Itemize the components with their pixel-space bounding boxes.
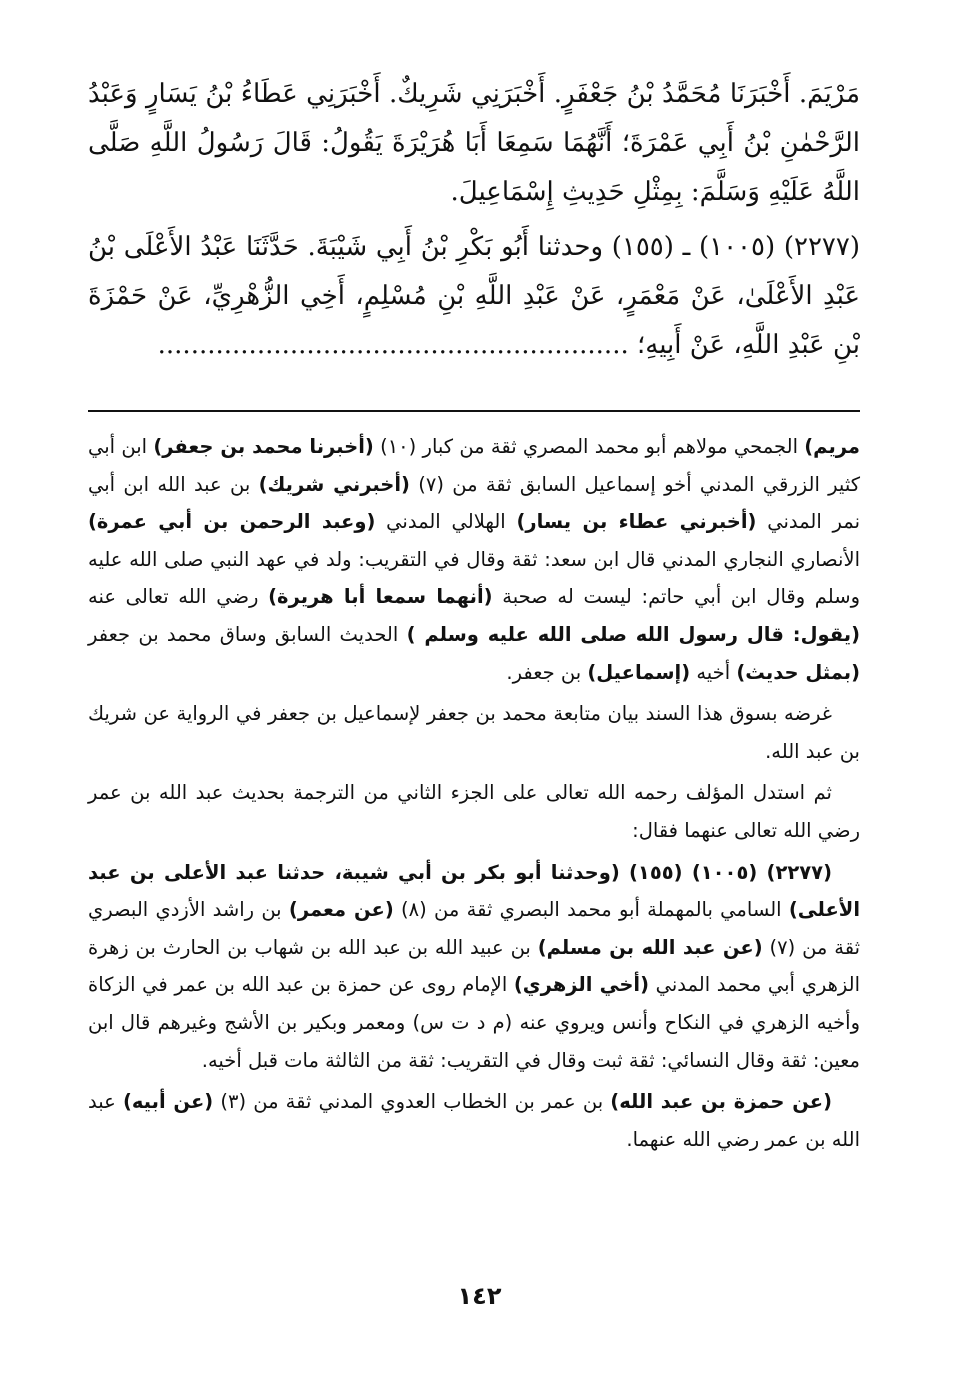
commentary-bold-run: (أنهما سمعا أبا هريرة) — [268, 585, 493, 609]
commentary-text-run: الإمام روى عن حمزة بن عبد الله بن عمر في الزكاة وأخيه الزهري في النكاح وأنس ويروي عنه (م د ت س) ومعمر وبكير بن الأشج وغيرهم قال ابن معين: ثقة وقال النسائي: ثقة ثبت وقال في التقريب: ثقة من الثالثة مات قبل أخيه. — [88, 973, 860, 1072]
commentary-bold-run: (يقول: قال رسول الله صلى الله عليه وسلم ) — [406, 622, 860, 646]
commentary-paragraph — [88, 854, 860, 1080]
commentary-text-run: أخيه — [690, 660, 737, 684]
commentary-text-run: بن راشد الأزدي البصري ثقة من (٧) — [88, 898, 860, 959]
commentary-text-run: غرضه بسوق هذا السند بيان متابعة محمد بن جعفر لإسماعيل بن جعفر في الرواية عن شريك بن عبد الله. — [88, 702, 860, 763]
commentary-paragraph — [88, 695, 860, 770]
commentary-paragraph — [88, 774, 860, 849]
footnote-separator — [88, 410, 860, 412]
commentary-bold-run: (٢٢٧٧) (١٠٠٥) (١٥٥) (وحدثنا أبو بكر بن أبي شيبة، حدثنا عبد الأعلى بن عبد الأعلى) — [88, 860, 861, 922]
commentary-bold-run: (أخبرني عطاء بن يسار) — [516, 510, 757, 534]
hadith-paragraph-1: مَرْيَمَ. أَخْبَرَنَا مُحَمَّدُ بْنُ جَعْفَرٍ. أَخْبَرَنِي شَرِيكٌ. أَخْبَرَنِي عَطَاءُ بْنُ يَسَارٍ وَعَبْدُ الرَّحْمٰنِ بْنُ أَبِي عَمْرَةَ؛ أَنَّهُمَا سَمِعَا أَبَا هُرَيْرَةَ يَقُولُ: قَالَ رَسُولُ اللَّهِ صَلَّى اللَّهُ عَلَيْهِ وَسَلَّمَ: بِمِثْلِ حَدِيثِ إِسْمَاعِيلَ. — [88, 79, 860, 207]
commentary-text-run: بن عبيد الله بن عبد الله بن شهاب بن الحارث بن زهرة الزهري أبي محمد المدني — [88, 935, 860, 997]
commentary-bold-run: (أخبرني شريك) — [258, 472, 410, 496]
commentary-text-run: عبد الله بن عمر رضي الله عنهما. — [88, 1090, 860, 1151]
commentary-text-run: الهلالي المدني — [375, 510, 517, 534]
continuation-dots: ......................................................... — [157, 330, 629, 360]
commentary-text-run: الأنصاري النجاري المدني قال ابن سعد: ثقة وقال في التقريب: ولد في عهد النبي صلى الله عليه وسلم وقال ابن أبي حاتم: ليست له صحبة — [88, 547, 860, 609]
commentary-text-run: بن عبد الله ابن أبي نمر المدني — [88, 472, 860, 534]
commentary-text-run: الحديث السابق وساق محمد بن جعفر — [88, 622, 407, 646]
commentary-text-run: بن جعفر. — [506, 660, 588, 684]
commentary-text-run: الجمحي مولاهم أبو محمد المصري ثقة من كبار (١٠) — [373, 435, 805, 458]
hadith-paragraph-2-text: (٢٢٧٧) (١٠٠٥) ـ (١٥٥) وحدثنا أَبُو بَكْرِ بْنُ أَبِي شَيْبَةَ. حَدَّثَنَا عَبْدُ الأَعْلَى بْنُ عَبْدِ الأَعْلَىٰ، عَنْ مَعْمَرٍ، عَنْ عَبْدِ اللَّهِ بْنِ مُسْلِمٍ، أَخِي الزُّهْرِيِّ، عَنْ حَمْزَةَ بْنِ عَبْدِ اللَّهِ، عَنْ أَبِيهِ؛ — [88, 232, 861, 360]
commentary-bold-run: (وعبد الرحمن بن أبي عمرة) — [88, 510, 376, 534]
commentary-text-run: ثم استدل المؤلف رحمه الله تعالى على الجزء الثاني من الترجمة بحديث عبد الله بن عمر رضي الله تعالى عنهما فقال: — [88, 781, 860, 842]
commentary-text-run: بن عمر بن الخطاب العدوي المدني ثقة من (٣) — [213, 1090, 611, 1114]
commentary-bold-run: (عن معمر) — [288, 898, 394, 922]
page-number: ١٤٢ — [457, 1282, 502, 1310]
commentary-block — [88, 428, 860, 1162]
commentary-bold-run: (عن أبيه) — [122, 1090, 214, 1114]
commentary-bold-run: (بمثل حديث) — [736, 660, 860, 684]
commentary-text-run: السامي بالمهملة أبو محمد البصري ثقة من (٨) — [393, 898, 789, 922]
commentary-text-run: ابن أبي كثير الزرقي المدني أخو إسماعيل السابق ثقة من (٧) — [88, 435, 860, 496]
commentary-bold-run: (إسماعيل) — [587, 660, 691, 684]
commentary-bold-run: (أخي الزهري) — [513, 973, 649, 997]
commentary-bold-run: (أخبرنا محمد بن جعفر) — [153, 435, 374, 458]
commentary-bold-run: (عن عبد الله بن مسلم) — [537, 935, 763, 959]
commentary-bold-run: مريم) — [804, 435, 860, 458]
hadith-text-block — [88, 70, 860, 370]
commentary-bold-run: (عن حمزة بن عبد الله) — [610, 1090, 832, 1114]
commentary-paragraph — [88, 1083, 860, 1158]
commentary-paragraph — [88, 428, 860, 691]
commentary-text-run: رضي الله تعالى عنه — [88, 585, 269, 609]
hadith-paragraph-2 — [88, 223, 860, 370]
